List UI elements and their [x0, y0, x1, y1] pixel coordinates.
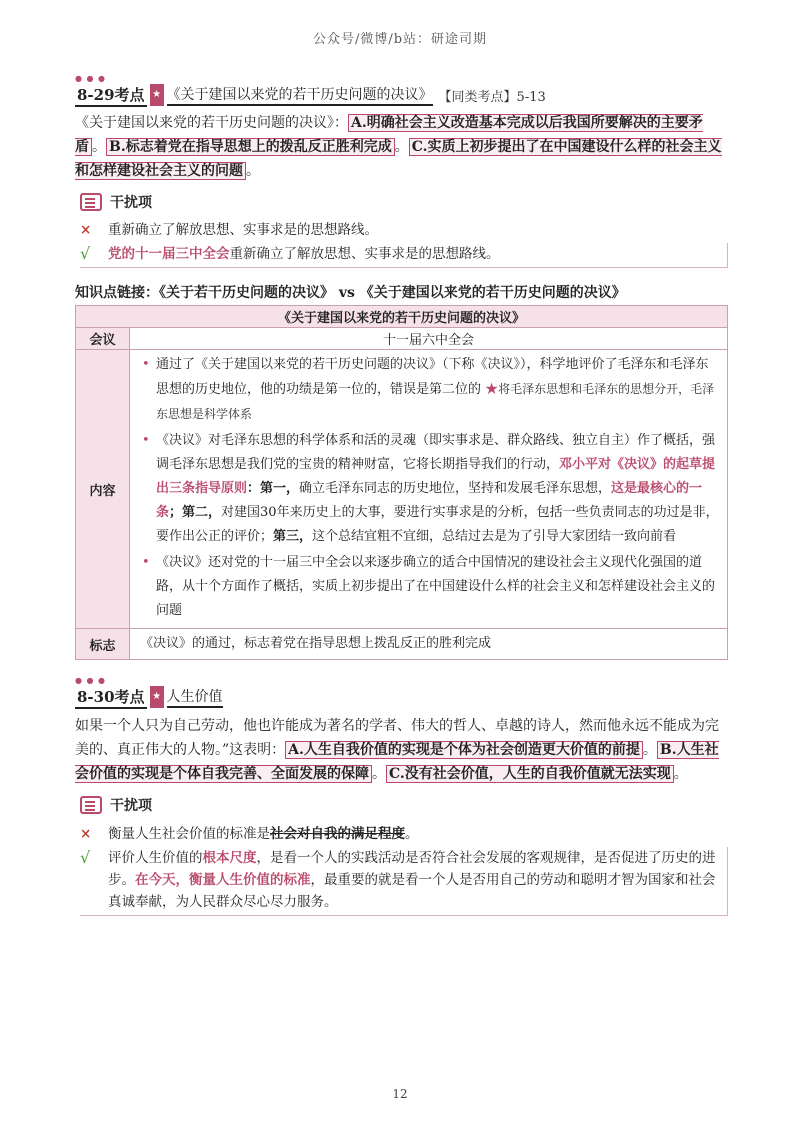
- option-c: C.没有社会价值，人生的自我价值就无法实现: [386, 765, 674, 783]
- bullet-1-text: 通过了《关于建国以来党的若干历史问题的决议》（下称《决议》），科学地评价了毛泽东和毛泽东思想的历史地位，他的功绩是第一位的，错误是第二位的: [156, 357, 709, 397]
- decor-dots: ● ● ●: [75, 74, 107, 83]
- question-paragraph: [75, 714, 728, 786]
- paragraph-intro: 《关于建国以来党的若干历史问题的决议》：: [75, 115, 348, 131]
- option-a: A.明确社会主义改造基本完成以后我国所要解决的主要矛盾: [75, 115, 703, 155]
- check-icon: √: [80, 848, 91, 867]
- wrong-item: [80, 219, 728, 241]
- correct-highlight: 根本尺度: [202, 850, 257, 866]
- page-header: 公众号/微博/b站：研途司期: [312, 32, 488, 47]
- bullet-2-highlight: 邓小平对《决议》的起草提出三条指导原则: [156, 457, 716, 496]
- separator: 。: [372, 766, 386, 782]
- separator: 。: [92, 139, 106, 155]
- separator: 。: [642, 742, 657, 758]
- mark-value: 《决议》的通过，标志着党在指导思想上拨乱反正的胜利完成: [130, 629, 728, 660]
- page-number: 12: [392, 1087, 408, 1101]
- section-title: 人生价值: [167, 686, 223, 708]
- distractor-heading: [80, 795, 152, 815]
- wrong-text: 重新确立了解放思想、实事求是的思想路线。: [108, 222, 378, 238]
- option-a: A.人生自我价值的实现是个体为社会创造更大价值的前提: [285, 741, 643, 759]
- separator: 。: [394, 139, 409, 155]
- table-title: 《关于建国以来党的若干历史问题的决议》: [76, 306, 728, 328]
- bullet-2-text: 《决议》对毛泽东思想的科学体系和活的灵魂（即实事求是、群众路线、独立自主）作了概括，强调毛泽东思想是我们党的宝贵的精神财富，它将长期指导我们的行动，: [156, 433, 716, 472]
- content-label: 内容: [76, 350, 130, 629]
- link-heading-text: 知识点链接：《关于若干历史问题的决议》 vs 《关于建国以来党的若干历史问题的决议》: [75, 285, 626, 301]
- bullet-1: [140, 353, 719, 427]
- option-c: C.实质上初步提出了在中国建设什么样的社会主义和怎样建设社会主义的问题: [75, 139, 722, 179]
- option-b: B.人生社会价值的实现是个体自我完善、全面发展的保障: [75, 742, 719, 782]
- bullet-2: [140, 429, 719, 549]
- mark-label: 标志: [76, 629, 130, 660]
- distractor-heading: [80, 192, 152, 212]
- star-icon: ★: [485, 382, 499, 397]
- struck-text: 社会对自我的满足程度: [270, 826, 405, 842]
- section-heading-8-29: [75, 74, 546, 108]
- section-heading-8-30: [75, 676, 223, 710]
- separator: 。: [246, 163, 260, 179]
- second-label: ；第二，: [169, 505, 222, 520]
- core-highlight: 这是最核心的一条: [156, 481, 703, 520]
- decor-dots: ● ● ●: [75, 676, 107, 685]
- third-label: 第三，: [273, 529, 313, 544]
- first-label: ：第一，: [247, 481, 300, 496]
- wrong-item: [80, 823, 728, 845]
- separator: 。: [673, 766, 688, 782]
- knowledge-table: [75, 305, 728, 660]
- correct-highlight: 在今天，衡量人生价值的标准: [135, 872, 311, 888]
- question-paragraph: [75, 111, 728, 183]
- correct-text: 重新确立了解放思想、实事求是的思想路线。: [229, 246, 500, 262]
- correct-text: ，是看一个人的实践活动是否符合社会发展的客观规律，是否促进了历史的进步。: [108, 850, 716, 888]
- paragraph-intro: 如果一个人只为自己劳动，他也许能成为著名的学者、伟大的哲人、卓越的诗人，然而他永远不能成为完美的、真正伟大的人物。”这表明：: [75, 718, 719, 758]
- third-text: 这个总结宜粗不宜细，总结过去是为了引导大家团结一致向前看: [312, 529, 677, 544]
- content-cell: [130, 350, 728, 629]
- section-code: 8-30考点: [75, 686, 147, 709]
- option-b: B.标志着党在指导思想上的拨乱反正胜利完成: [106, 138, 395, 156]
- section-title: 《关于建国以来党的若干历史问题的决议》: [167, 84, 433, 106]
- cross-icon: ×: [80, 222, 92, 238]
- bullet-3: [140, 551, 719, 623]
- correct-item: [80, 847, 728, 916]
- distractor-label: 干扰项: [110, 798, 152, 814]
- meeting-value: 十一届六中全会: [130, 328, 728, 350]
- section-code: 8-29考点: [75, 84, 147, 107]
- correct-text: 评价人生价值的: [108, 850, 203, 866]
- star-icon: ★: [150, 84, 164, 106]
- wrong-end: 。: [405, 826, 419, 842]
- knowledge-link-heading: [75, 282, 626, 302]
- first-text: 确立毛泽东同志的历史地位，坚持和发展毛泽东思想，: [299, 481, 612, 496]
- correct-text: ，最重要的就是看一个人是否用自己的劳动和聪明才智为国家和社会真诚奉献，为人民群众尽心尽力服务。: [108, 872, 716, 910]
- second-text: 对建国30年来历史上的大事，要进行实事求是的分析，包括一些负责同志的功过是非，要作出公正的评价；: [156, 505, 719, 544]
- related-note: 【同类考点】5-13: [438, 89, 546, 105]
- star-icon: ★: [150, 686, 164, 708]
- meeting-label: 会议: [76, 328, 130, 350]
- correct-highlight: 党的十一届三中全会: [108, 246, 230, 262]
- cross-icon: ×: [80, 826, 92, 842]
- notebook-icon: [80, 796, 102, 814]
- check-icon: √: [80, 244, 91, 263]
- bullet-3-text: 《决议》还对党的十一届三中全会以来逐步确立的适合中国情况的建设社会主义现代化强国的道路，从十个方面作了概括，实质上初步提出了在中国建设什么样的社会主义和怎样建设社会主义的问题: [156, 555, 716, 618]
- correct-item: [80, 243, 728, 268]
- notebook-icon: [80, 193, 102, 211]
- wrong-text: 衡量人生社会价值的标准是: [108, 826, 270, 842]
- distractor-label: 干扰项: [110, 195, 152, 211]
- handwritten-note: 将毛泽东思想和毛泽东的思想分开，毛泽东思想是科学体系: [156, 382, 715, 421]
